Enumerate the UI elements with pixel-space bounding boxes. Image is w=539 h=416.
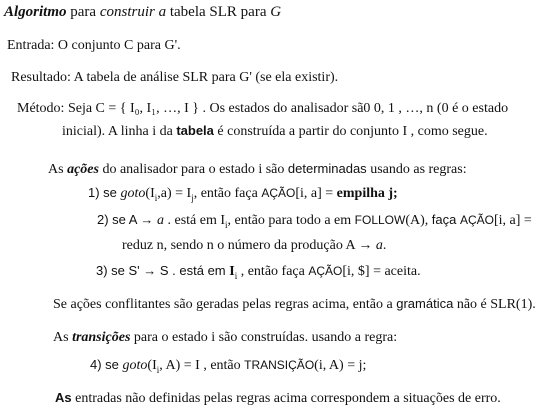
acoes-b: do analisador para o estado i são [98,162,288,177]
metodo-line-1: Método: Seja C = { I₀, I₁, …, I } . Os estados do analisador sã0 0, 1 , …, n (0 é o estado [17,101,509,116]
rule-4-transicao: TRANSIÇÃO [244,358,315,372]
transicoes-b: para o estado i são construídas. usando a regra: [130,330,398,345]
rule-1-args2: ,a) = I [157,186,192,201]
rule-1-then: , então faça [193,186,262,201]
rule-2-faca: faça [431,212,460,227]
rule-4-prefix: 4) se [90,357,123,372]
rule-2b-dot: . [382,238,387,253]
rule-1-prefix: 1) se [88,185,121,200]
transicoes-word: transições [72,330,131,345]
rule-2-follow-arg: (A), [405,213,432,228]
rule-2-follow: FOLLOW [354,213,406,227]
rule-1-acao: AÇÃO [261,186,296,200]
title-g: G [270,4,282,20]
title-algoritmo: Algoritmo [4,4,67,20]
rule-4-end: (i, A) = j; [314,358,367,373]
rule-4 [90,357,366,378]
rule-3-acao: AÇÃO [308,264,343,278]
rule-1-args: (I [145,186,155,201]
rule-3-then: , então faça [237,264,309,279]
algorithm-title [4,4,281,20]
rule-2-alpha: a [156,213,164,228]
acoes-word: ações [67,162,99,177]
acoes-line [48,161,467,178]
acoes-c: usando as regras: [366,162,467,177]
rule-1-goto: goto [120,186,146,201]
acoes-determinadas: determinadas [287,161,367,176]
conflict-a: Se ações conflitantes são geradas pelas regras acima, então a [53,297,397,312]
metodo-line-2-a: inicial). A linha i da [62,124,177,139]
rule-1-bracket: [i, a] = [295,186,337,201]
entrada-line: Entrada: O conjunto C para G'. [7,38,181,53]
rule-2-continuation [122,238,386,254]
rule-4-goto: goto [122,358,148,373]
rule-1: 1) se $goto(I_i,a) = I_j$, então faça AÇÃO[i, a] = empilha j; [88,185,398,203]
rule-4-args2: , A) = I [159,358,200,373]
rule-2-acao: AÇÃO [459,213,494,227]
rule-4-sub-i: i [156,364,160,375]
footer-rest: entradas não definidas pelas regras acima correspondem a situações de erro. [71,391,501,406]
transicoes-a: As [53,330,73,345]
title-construir: construir a [99,4,167,20]
title-rest: tabela SLR para [166,4,271,20]
footer-line [55,390,501,407]
rule-1-sub-j: j [191,192,194,203]
conflict-gramatica: gramática [396,296,454,311]
rule-2-sub-i: i [225,219,228,230]
rule-2 [97,212,532,233]
metodo-line-2 [62,123,488,140]
rule-4-args: (I [147,358,157,373]
rule-4-then: , então [199,358,245,373]
rule-2-middle: . está em I [163,213,226,228]
rule-3-i: I [229,264,235,279]
rule-2b-alpha: a [375,238,383,253]
rule-2-end: [i, a] = [493,213,532,228]
rule-3 [96,263,421,284]
rule-3-prefix: 3) se S' → S . está em [96,263,230,278]
resultado-line: Resultado: A tabela de análise SLR para G' (se ela existir). [11,70,339,85]
title-para: para [66,4,100,20]
rule-2-prefix: 2) se A → [97,212,157,227]
rule-2b-text: reduz n, sendo n o número da produção A → [122,238,376,253]
metodo-line-2-b: é construída a partir do conjunto I , como segue. [213,124,488,139]
rule-3-sub-i: i [234,270,238,281]
metodo-tabela: tabela [176,123,214,138]
rule-1-empilha: empilha j; [336,186,398,201]
footer-as: As [55,390,72,405]
transicoes-line [53,330,397,346]
conflict-b: não é SLR(1). [453,297,536,312]
rule-3-end: [i, $] = aceita. [342,264,421,279]
conflict-line [53,296,536,313]
acoes-a: As [48,162,68,177]
rule-2-then: , então para todo a em [227,213,355,228]
